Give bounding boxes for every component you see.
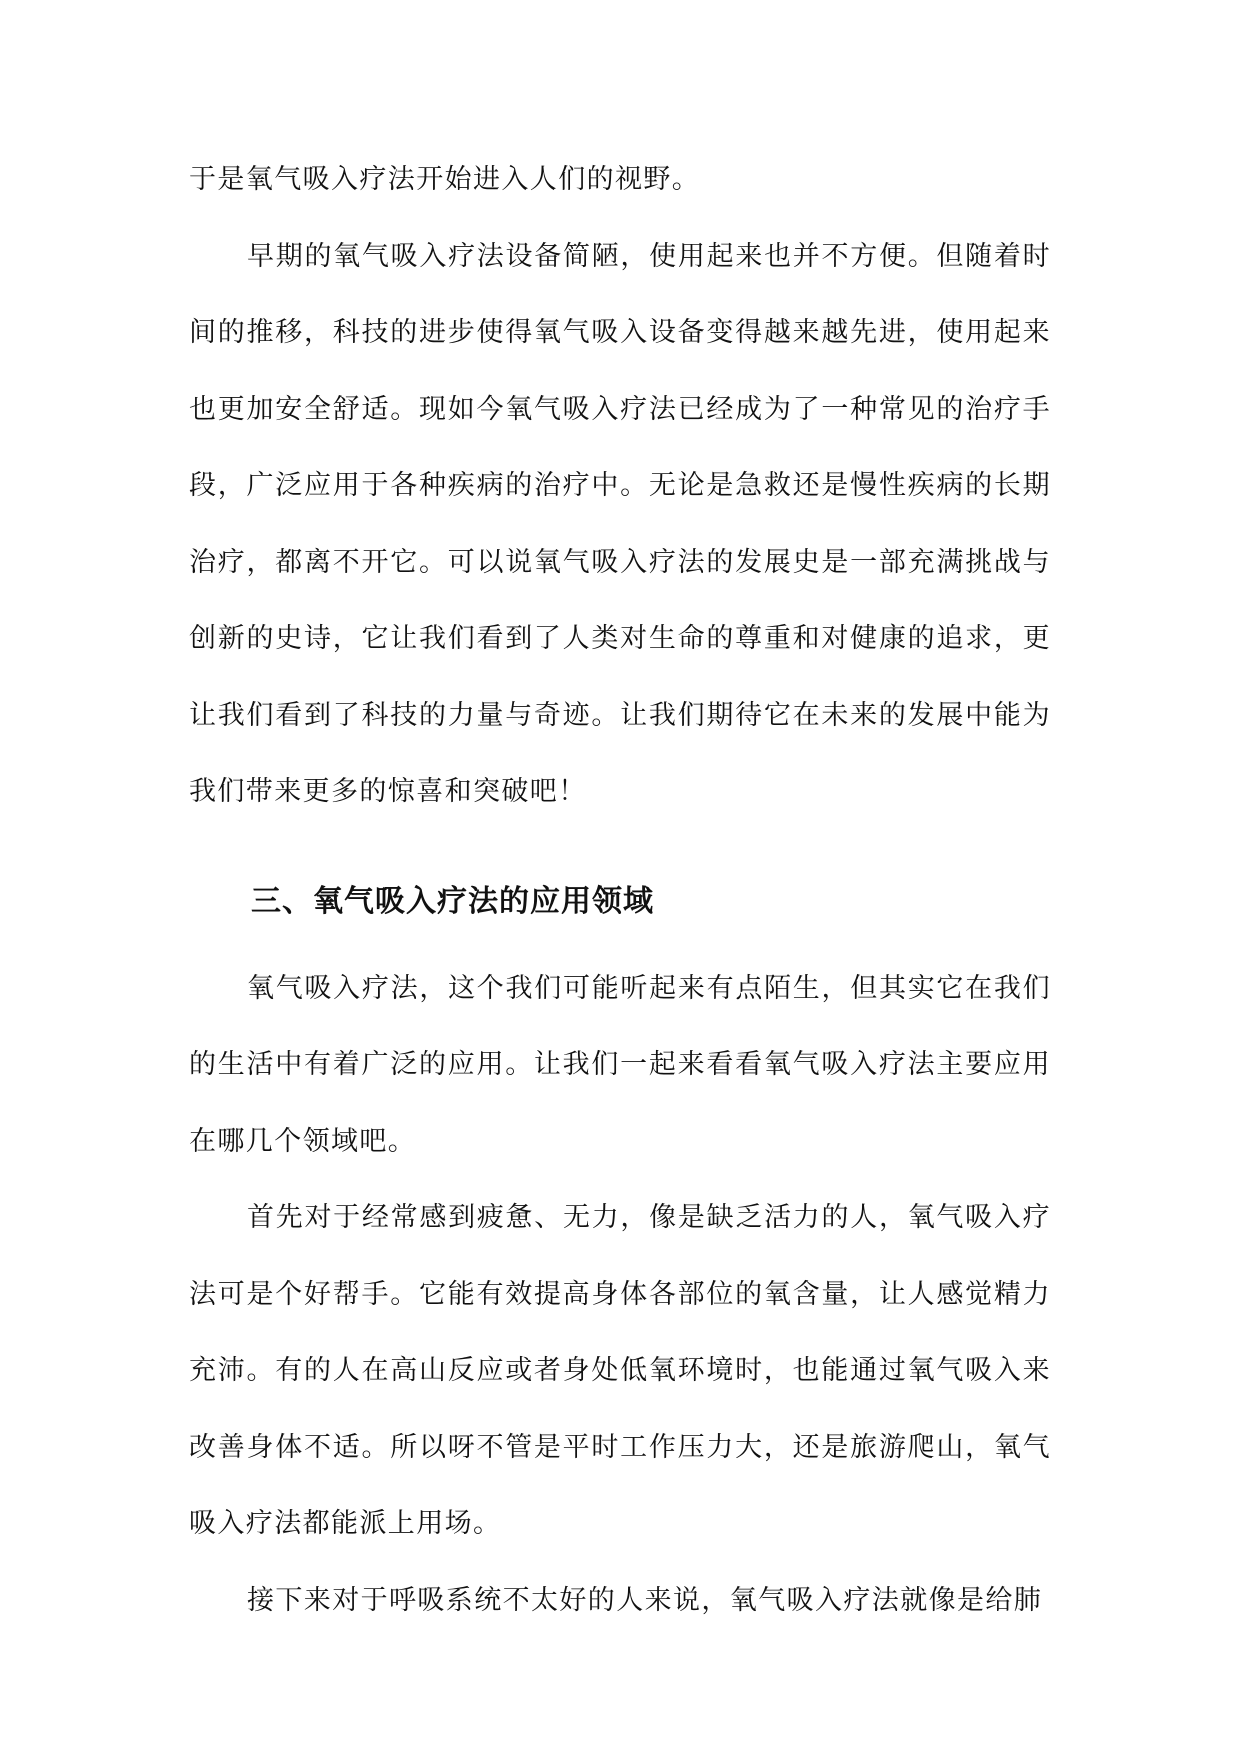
paragraph-history-summary: 早期的氧气吸入疗法设备简陋，使用起来也并不方便。但随着时间的推移，科技的进步使得氧气吸入设备变得越来越先进，使用起来也更加安全舒适。现如今氧气吸入疗法已经成为了一种常见的治疗手段，广泛应用于各种疾病的治疗中。无论是急救还是慢性疾病的长期治疗，都离不开它。可以说氧气吸入疗法的发展史是一部充满挑战与创新的史诗，它让我们看到了人类对生命的尊重和对健康的追求，更让我们看到了科技的力量与奇迹。让我们期待它在未来的发展中能为我们带来更多的惊喜和突破吧！ xyxy=(189,240,1051,807)
section-heading: 三、氧气吸入疗法的应用领域 xyxy=(251,883,654,919)
paragraph-fatigue-application: 首先对于经常感到疲惫、无力，像是缺乏活力的人，氧气吸入疗法可是个好帮手。它能有效提高身体各部位的氧含量，让人感觉精力充沛。有的人在高山反应或者身处低氧环境时，也能通过氧气吸入来改善身体不适。所以呀不管是平时工作压力大，还是旅游爬山，氧气吸入疗法都能派上用场。 xyxy=(189,1202,1051,1539)
paragraph-application-intro: 氧气吸入疗法，这个我们可能听起来有点陌生，但其实它在我们的生活中有着广泛的应用。让我们一起来看看氧气吸入疗法主要应用在哪几个领域吧。 xyxy=(189,972,1051,1157)
paragraph-continuation: 于是氧气吸入疗法开始进入人们的视野。 xyxy=(189,164,701,195)
document-body xyxy=(189,142,1051,1639)
paragraph-respiratory-application: 接下来对于呼吸系统不太好的人来说，氧气吸入疗法就像是给肺 xyxy=(247,1584,1043,1616)
